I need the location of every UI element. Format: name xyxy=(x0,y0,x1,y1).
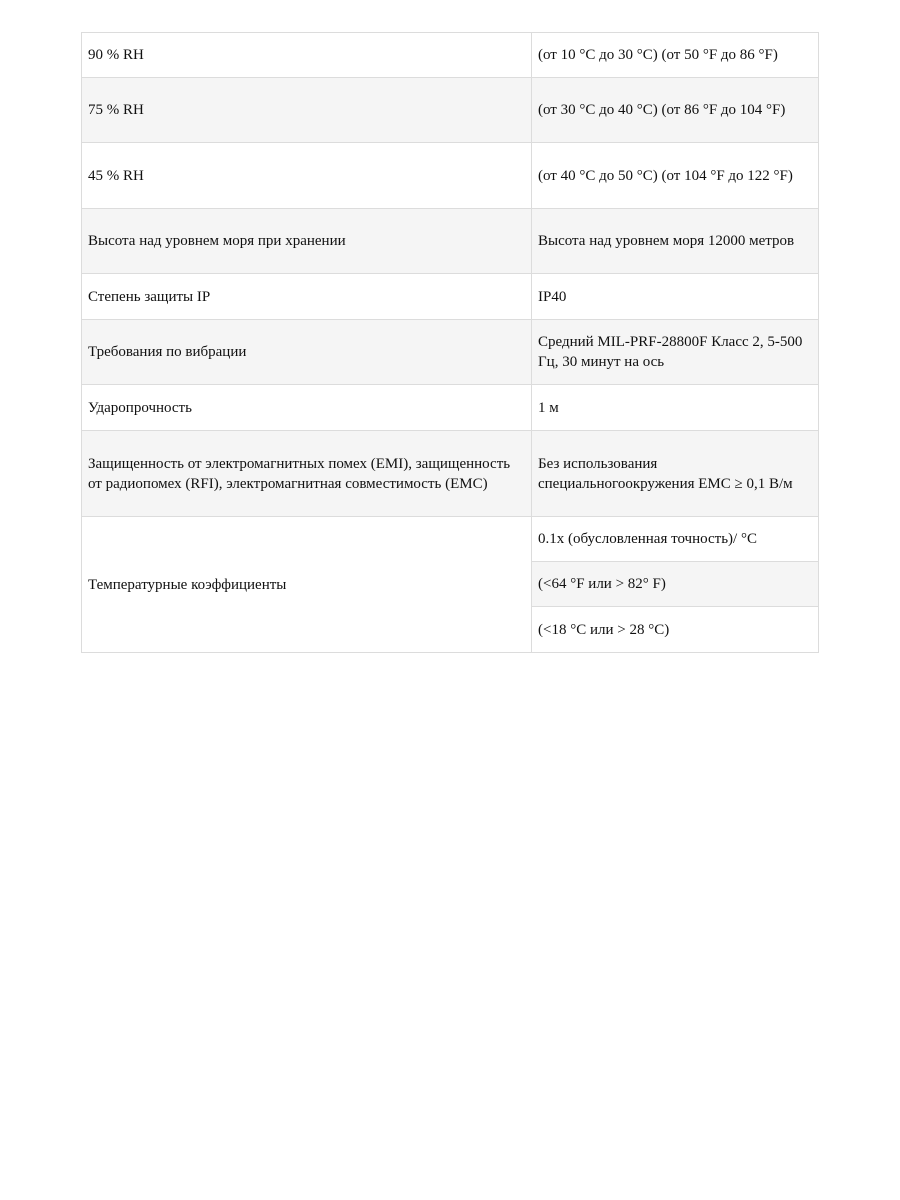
table-row xyxy=(82,274,819,320)
parameter-cell: Требования по вибрации xyxy=(82,320,532,385)
value-cell: (от 10 °C до 30 °C) (от 50 °F до 86 °F) xyxy=(532,33,819,78)
value-cell: (<64 °F или > 82° F) xyxy=(532,562,819,607)
value-cell: 1 м xyxy=(532,385,819,431)
temperature-coefficients-label: Температурные коэффициенты xyxy=(82,517,532,653)
table-row xyxy=(82,431,819,517)
parameter-cell: Высота над уровнем моря при хранении xyxy=(82,209,532,274)
parameter-cell: Ударопрочность xyxy=(82,385,532,431)
value-cell: Средний MIL-PRF-28800F Класс 2, 5-500 Гц, 30 минут на ось xyxy=(532,320,819,385)
parameter-cell: 90 % RH xyxy=(82,33,532,78)
table-row xyxy=(82,33,819,78)
value-cell: IP40 xyxy=(532,274,819,320)
parameter-cell: Защищенность от электромагнитных помех (EMI), защищенность от радиопомех (RFI), электромагнитная совместимость (EMC) xyxy=(82,431,532,517)
value-cell: Без использования специальногоокружения EMC ≥ 0,1 В/м xyxy=(532,431,819,517)
value-cell: (от 30 °C до 40 °C) (от 86 °F до 104 °F) xyxy=(532,78,819,143)
parameter-cell: Степень защиты IP xyxy=(82,274,532,320)
value-cell: 0.1x (обусловленная точность)/ °C xyxy=(532,517,819,562)
table-row xyxy=(82,143,819,209)
value-cell: (<18 °C или > 28 °C) xyxy=(532,607,819,653)
parameter-cell: 45 % RH xyxy=(82,143,532,209)
table-row xyxy=(82,209,819,274)
value-cell: Высота над уровнем моря 12000 метров xyxy=(532,209,819,274)
table-row xyxy=(82,320,819,385)
specifications-table xyxy=(81,32,819,653)
table-row xyxy=(82,517,819,562)
value-cell: (от 40 °C до 50 °C) (от 104 °F до 122 °F) xyxy=(532,143,819,209)
parameter-cell: 75 % RH xyxy=(82,78,532,143)
table-row xyxy=(82,385,819,431)
table-row xyxy=(82,78,819,143)
